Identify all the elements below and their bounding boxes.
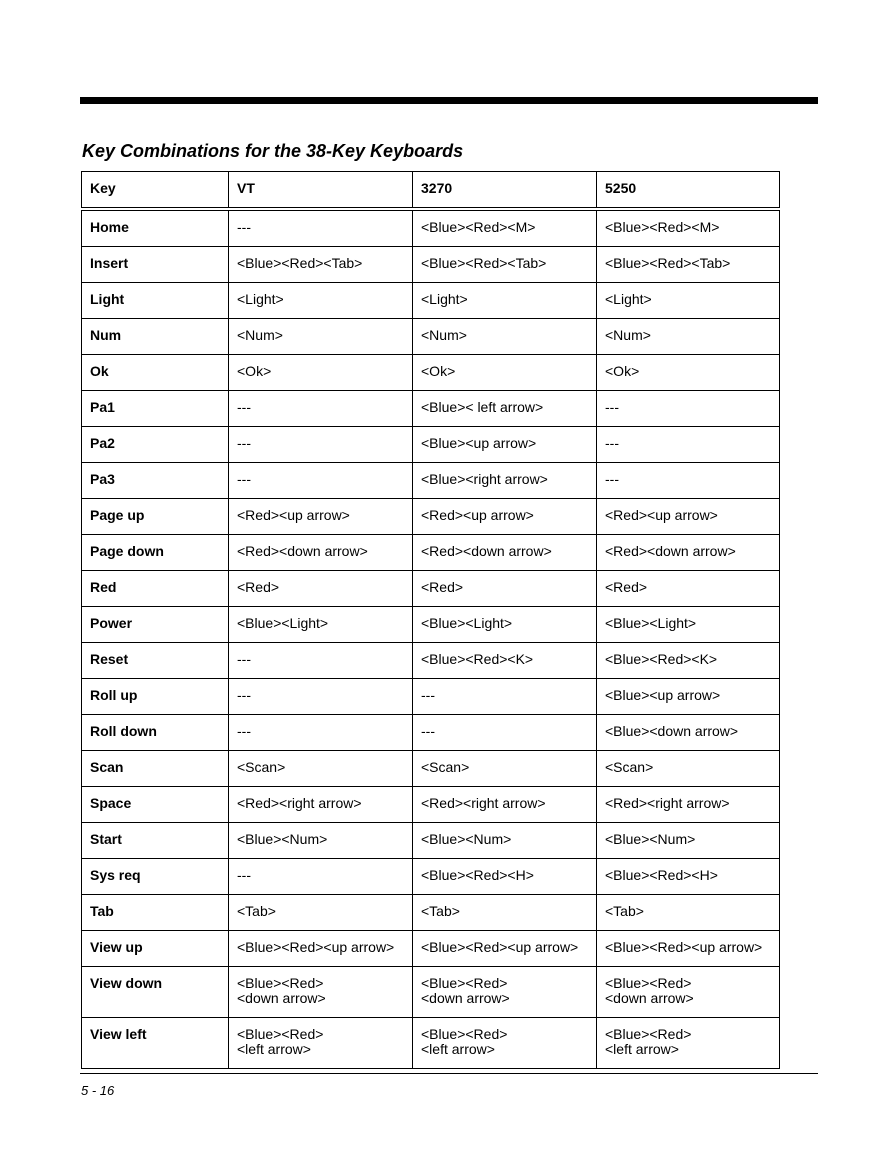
column-header-key: Key [82, 172, 229, 210]
combo-text: --- [237, 435, 251, 451]
combo-cell-5250 [597, 823, 780, 859]
combo-cell-5250 [597, 607, 780, 643]
combo-cell-3270 [413, 209, 597, 247]
table-row [82, 247, 780, 283]
combo-cell-5250 [597, 247, 780, 283]
key-name-cell: Roll down [82, 715, 229, 751]
key-name-cell: Num [82, 319, 229, 355]
table-row [82, 571, 780, 607]
table-row [82, 931, 780, 967]
combo-cell-3270 [413, 643, 597, 679]
combo-text: <Blue><Red> [421, 975, 508, 991]
combo-text: <Tab> [421, 903, 460, 919]
combo-cell-3270 [413, 319, 597, 355]
combo-text: --- [237, 399, 251, 415]
combo-text: <Blue><Red> [421, 1026, 508, 1042]
combo-cell-vt [229, 715, 413, 751]
table-row [82, 1018, 780, 1069]
key-name-cell: Page up [82, 499, 229, 535]
table-row [82, 679, 780, 715]
combo-cell-3270 [413, 283, 597, 319]
combo-text: --- [421, 687, 435, 703]
table-row [82, 715, 780, 751]
combo-cell-vt [229, 1018, 413, 1069]
key-name-cell: Roll up [82, 679, 229, 715]
combo-cell-5250 [597, 895, 780, 931]
combo-text: <Ok> [421, 363, 456, 379]
table-row [82, 209, 780, 247]
table-row [82, 355, 780, 391]
combo-text: <Light> [237, 291, 284, 307]
table-header-row [82, 172, 780, 210]
key-name-cell: Space [82, 787, 229, 823]
combo-cell-3270 [413, 679, 597, 715]
combo-text: <Blue><Red><M> [421, 219, 536, 235]
combo-text: <Blue><Num> [237, 831, 328, 847]
combo-text: <down arrow> [605, 990, 694, 1006]
combo-text: <Red><down arrow> [237, 543, 368, 559]
combo-text: <Num> [237, 327, 283, 343]
page-number: 5 - 16 [81, 1083, 115, 1098]
combo-cell-vt [229, 607, 413, 643]
combo-text: <Red><up arrow> [605, 507, 718, 523]
combo-text: <Blue><right arrow> [421, 471, 548, 487]
combo-text: <Ok> [237, 363, 272, 379]
header-rule [80, 97, 818, 104]
combo-cell-3270 [413, 967, 597, 1018]
key-name-cell: Pa2 [82, 427, 229, 463]
combo-cell-vt [229, 859, 413, 895]
key-name-cell: Red [82, 571, 229, 607]
combo-text: <Red><right arrow> [237, 795, 362, 811]
combo-text: --- [237, 687, 251, 703]
combo-text: <Blue><Red><K> [421, 651, 534, 667]
table-row [82, 823, 780, 859]
combo-cell-3270 [413, 463, 597, 499]
combo-cell-3270 [413, 715, 597, 751]
combo-cell-3270 [413, 607, 597, 643]
combo-text: <Blue><Red><Tab> [605, 255, 731, 271]
combo-text: <Blue><Red><H> [421, 867, 534, 883]
table-row [82, 607, 780, 643]
combo-text: <Blue><Red><M> [605, 219, 720, 235]
combo-text: <Num> [421, 327, 467, 343]
combo-cell-3270 [413, 571, 597, 607]
combo-text: <left arrow> [605, 1041, 679, 1057]
combo-cell-vt [229, 319, 413, 355]
combo-cell-5250 [597, 571, 780, 607]
combo-cell-5250 [597, 499, 780, 535]
column-header-vt: VT [229, 172, 413, 210]
combo-cell-vt [229, 247, 413, 283]
combo-text: <Red><down arrow> [421, 543, 552, 559]
combo-text: <Scan> [237, 759, 286, 775]
key-name-cell: Page down [82, 535, 229, 571]
combo-text: <Ok> [605, 363, 640, 379]
key-name-cell: Pa1 [82, 391, 229, 427]
combo-text: <Blue><Red> [605, 1026, 692, 1042]
combo-cell-3270 [413, 499, 597, 535]
combo-cell-5250 [597, 463, 780, 499]
key-name-cell: Pa3 [82, 463, 229, 499]
combo-cell-3270 [413, 895, 597, 931]
combo-text: <Blue><Red><H> [605, 867, 718, 883]
combo-text: <Red><right arrow> [605, 795, 730, 811]
combo-text: <Blue><down arrow> [605, 723, 739, 739]
key-name-cell: Tab [82, 895, 229, 931]
footer-rule [80, 1073, 818, 1074]
key-name-cell: Insert [82, 247, 229, 283]
combo-text: <Tab> [237, 903, 276, 919]
combo-text: <down arrow> [237, 990, 326, 1006]
combo-cell-vt [229, 355, 413, 391]
combo-text: --- [605, 471, 619, 487]
combo-cell-3270 [413, 427, 597, 463]
table-row [82, 895, 780, 931]
combo-cell-3270 [413, 1018, 597, 1069]
key-name-cell: View down [82, 967, 229, 1018]
combo-text: <Light> [421, 291, 468, 307]
combo-cell-3270 [413, 535, 597, 571]
key-name-cell: Scan [82, 751, 229, 787]
combo-cell-vt [229, 209, 413, 247]
column-header-3270: 3270 [413, 172, 597, 210]
combo-cell-vt [229, 427, 413, 463]
key-name-cell: Ok [82, 355, 229, 391]
combo-text: --- [605, 399, 619, 415]
combo-cell-vt [229, 823, 413, 859]
table-row [82, 283, 780, 319]
combo-text: <Blue><Red> [605, 975, 692, 991]
combo-text: --- [237, 651, 251, 667]
combo-text: <Blue><Red><up arrow> [421, 939, 579, 955]
table-row [82, 967, 780, 1018]
key-name-cell: Reset [82, 643, 229, 679]
combo-cell-5250 [597, 391, 780, 427]
table-row [82, 319, 780, 355]
combo-text: --- [237, 471, 251, 487]
combo-cell-3270 [413, 787, 597, 823]
combo-cell-3270 [413, 751, 597, 787]
combo-text: <Tab> [605, 903, 644, 919]
combo-cell-5250 [597, 355, 780, 391]
table-row [82, 751, 780, 787]
combo-text: <Red><up arrow> [237, 507, 350, 523]
combo-cell-vt [229, 571, 413, 607]
table-body [82, 209, 780, 1069]
combo-cell-5250 [597, 209, 780, 247]
combo-cell-vt [229, 499, 413, 535]
combo-text: <Blue><Red><up arrow> [605, 939, 763, 955]
key-name-cell: View up [82, 931, 229, 967]
combo-cell-5250 [597, 283, 780, 319]
combo-text: --- [237, 219, 251, 235]
combo-cell-vt [229, 787, 413, 823]
combo-cell-vt [229, 643, 413, 679]
table-row [82, 463, 780, 499]
combo-cell-vt [229, 967, 413, 1018]
combo-cell-vt [229, 931, 413, 967]
combo-cell-3270 [413, 391, 597, 427]
key-name-cell: Power [82, 607, 229, 643]
combo-cell-vt [229, 679, 413, 715]
combo-text: <Red><up arrow> [421, 507, 534, 523]
combo-text: <Scan> [605, 759, 654, 775]
combo-cell-5250 [597, 967, 780, 1018]
table-row [82, 499, 780, 535]
combo-text: <left arrow> [237, 1041, 311, 1057]
combo-text: <Blue><up arrow> [421, 435, 537, 451]
combo-cell-3270 [413, 355, 597, 391]
table-row [82, 535, 780, 571]
combo-text: <Blue><Red><K> [605, 651, 718, 667]
combo-text: <Blue><Red><Tab> [237, 255, 363, 271]
combo-text: --- [237, 867, 251, 883]
combo-text: <Blue><Red> [237, 975, 324, 991]
combo-text: <Red> [605, 579, 648, 595]
combo-text: <Blue><Light> [605, 615, 697, 631]
key-name-cell: Home [82, 209, 229, 247]
table-row [82, 427, 780, 463]
combo-text: <Red> [237, 579, 280, 595]
combo-text: <Blue>< left arrow> [421, 399, 544, 415]
combo-cell-3270 [413, 247, 597, 283]
key-name-cell: View left [82, 1018, 229, 1069]
combo-text: <Blue><Red><up arrow> [237, 939, 395, 955]
combo-cell-5250 [597, 679, 780, 715]
combo-cell-5250 [597, 715, 780, 751]
combo-text: <Red><right arrow> [421, 795, 546, 811]
combo-text: <Num> [605, 327, 651, 343]
combo-cell-5250 [597, 319, 780, 355]
combo-text: --- [605, 435, 619, 451]
combo-cell-3270 [413, 823, 597, 859]
combo-text: --- [421, 723, 435, 739]
combo-text: <Blue><Num> [421, 831, 512, 847]
combo-cell-vt [229, 391, 413, 427]
column-header-5250: 5250 [597, 172, 780, 210]
combo-cell-5250 [597, 535, 780, 571]
combo-cell-5250 [597, 931, 780, 967]
key-combinations-table [81, 171, 780, 1069]
combo-cell-vt [229, 895, 413, 931]
table-row [82, 643, 780, 679]
key-name-cell: Sys req [82, 859, 229, 895]
combo-cell-vt [229, 283, 413, 319]
combo-cell-5250 [597, 427, 780, 463]
table-row [82, 859, 780, 895]
combo-text: <left arrow> [421, 1041, 495, 1057]
combo-text: <Scan> [421, 759, 470, 775]
combo-text: <Light> [605, 291, 652, 307]
combo-cell-vt [229, 463, 413, 499]
combo-cell-vt [229, 751, 413, 787]
combo-text: <Blue><Red><Tab> [421, 255, 547, 271]
combo-text: <down arrow> [421, 990, 510, 1006]
table-row [82, 787, 780, 823]
combo-cell-5250 [597, 643, 780, 679]
section-title: Key Combinations for the 38-Key Keyboards [82, 141, 464, 161]
combo-text: <Red><down arrow> [605, 543, 736, 559]
combo-cell-5250 [597, 787, 780, 823]
combo-text: <Blue><Num> [605, 831, 696, 847]
table-row [82, 391, 780, 427]
key-name-cell: Light [82, 283, 229, 319]
combo-cell-5250 [597, 859, 780, 895]
key-name-cell: Start [82, 823, 229, 859]
combo-text: <Red> [421, 579, 464, 595]
combo-cell-vt [229, 535, 413, 571]
combo-text: --- [237, 723, 251, 739]
combo-cell-5250 [597, 1018, 780, 1069]
combo-text: <Blue><Light> [421, 615, 513, 631]
combo-cell-3270 [413, 859, 597, 895]
combo-cell-3270 [413, 931, 597, 967]
combo-text: <Blue><Red> [237, 1026, 324, 1042]
combo-text: <Blue><Light> [237, 615, 329, 631]
combo-text: <Blue><up arrow> [605, 687, 721, 703]
combo-cell-5250 [597, 751, 780, 787]
